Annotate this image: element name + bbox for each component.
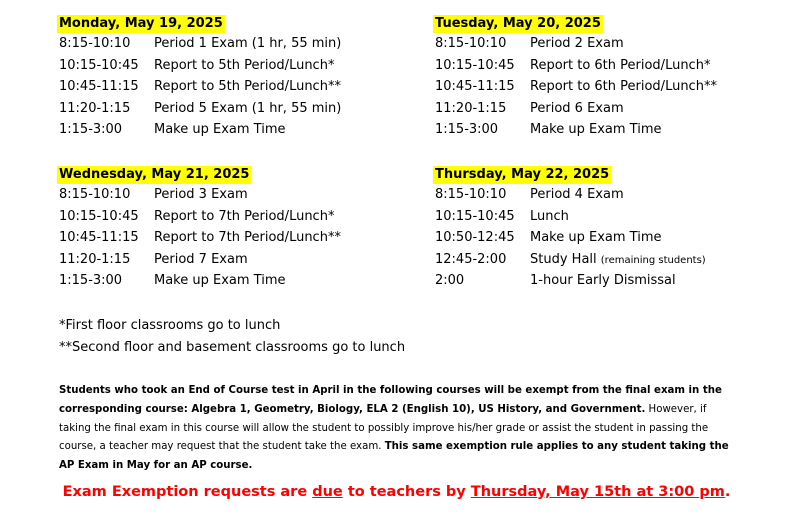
- time: 10:45-11:15: [59, 230, 139, 246]
- day-title: Tuesday, May 20, 2025: [435, 16, 601, 31]
- day-title: Thursday, May 22, 2025: [435, 167, 610, 182]
- time: 8:15-10:10: [435, 36, 507, 51]
- footer-part3: .: [724, 484, 731, 500]
- schedule-row: [435, 119, 717, 141]
- time: 10:45-11:15: [435, 79, 515, 95]
- note-first-floor: *First floor classrooms go to lunch: [59, 318, 281, 333]
- activity: Period 3 Exam: [154, 187, 248, 202]
- time: 8:15-10:10: [59, 187, 131, 202]
- activity: Report to 5th Period/Lunch*: [154, 57, 335, 73]
- schedule-row: [59, 76, 341, 98]
- day-title: Monday, May 19, 2025: [59, 16, 223, 31]
- note-second-floor: **Second floor and basement classrooms go to lunch: [59, 339, 406, 355]
- exemption-paragraph: [59, 382, 739, 476]
- schedule-row: [435, 76, 717, 98]
- schedule-row: [59, 249, 341, 271]
- schedule-row: [59, 227, 341, 249]
- footer-part1: Exam Exemption requests are: [62, 484, 313, 500]
- schedule-row: [435, 206, 706, 228]
- schedule-row: [59, 33, 341, 55]
- time: 10:15-10:45: [59, 57, 139, 73]
- day-monday: [59, 12, 341, 141]
- schedule-row: [435, 227, 706, 249]
- time: 10:50-12:45: [435, 230, 515, 246]
- time: 11:20-1:15: [59, 100, 131, 116]
- time: 10:15-10:45: [435, 208, 515, 224]
- schedule-row: [59, 119, 341, 141]
- activity: [530, 249, 706, 271]
- footer-due: due: [312, 484, 343, 500]
- time: 10:45-11:15: [59, 79, 139, 95]
- activity: Report to 5th Period/Lunch**: [154, 79, 341, 95]
- activity: Period 6 Exam: [530, 100, 624, 116]
- schedule-row: [435, 33, 717, 55]
- time: 1:15-3:00: [59, 122, 123, 138]
- day-tuesday: [435, 12, 717, 141]
- activity-note: (remaining students): [600, 254, 706, 266]
- schedule-row: [59, 98, 341, 120]
- activity: Period 2 Exam: [530, 36, 624, 51]
- schedule-row: [59, 184, 341, 206]
- schedule-row: [435, 184, 706, 206]
- footer-deadline: Thursday, May 15th at 3:00 pm: [470, 484, 725, 500]
- schedule-row: [59, 206, 341, 228]
- schedule-row: [435, 270, 706, 292]
- time: 12:45-2:00: [435, 251, 507, 267]
- time: 1:15-3:00: [435, 122, 499, 138]
- time: 10:15-10:45: [59, 208, 139, 224]
- schedule-row: [59, 55, 341, 77]
- activity: 1-hour Early Dismissal: [530, 273, 676, 289]
- time: 8:15-10:10: [59, 36, 131, 51]
- activity: Make up Exam Time: [154, 122, 286, 138]
- activity: Period 7 Exam: [154, 251, 248, 267]
- exemption-bold-ap: This same exemption rule applies to any student taking the AP Exam in May for an AP course.: [59, 441, 729, 472]
- time: 11:20-1:15: [59, 251, 131, 267]
- activity: Make up Exam Time: [530, 122, 662, 138]
- time: 1:15-3:00: [59, 273, 123, 289]
- exemption-bold-intro: Students who took an End of Course test in April in the following courses will be exempt from the final exam in the corresponding course: Algebra 1, Geometry, Biology, ELA 2 (English 10), US History, and Government.: [59, 385, 722, 415]
- lunch-notes: [59, 315, 405, 358]
- day-wednesday: [59, 163, 341, 292]
- time: 10:15-10:45: [435, 57, 515, 73]
- activity: Make up Exam Time: [154, 273, 286, 289]
- activity: Period 5 Exam (1 hr, 55 min): [154, 100, 342, 116]
- time: 2:00: [435, 273, 465, 289]
- activity-main: Study Hall: [530, 251, 597, 267]
- exemption-body: However, if taking the final exam in this course will allow the student to possibly improve his/her grade or assist the student in passing the course, a teacher may request that the student take the exam.: [59, 403, 709, 453]
- footer-part2: to teachers by: [342, 484, 471, 500]
- day-title: Wednesday, May 21, 2025: [59, 167, 250, 182]
- schedule-row: [59, 270, 341, 292]
- schedule-row: [435, 249, 706, 271]
- activity: Period 4 Exam: [530, 187, 624, 202]
- activity: Report to 7th Period/Lunch**: [154, 230, 341, 246]
- time: 11:20-1:15: [435, 100, 507, 116]
- activity: Make up Exam Time: [530, 230, 662, 246]
- time: 8:15-10:10: [435, 187, 507, 202]
- day-thursday: [435, 163, 706, 292]
- activity: Report to 7th Period/Lunch*: [154, 208, 335, 224]
- exemption-deadline-notice: [0, 484, 793, 500]
- activity: Report to 6th Period/Lunch*: [530, 57, 711, 73]
- activity: Report to 6th Period/Lunch**: [530, 79, 717, 95]
- activity: Period 1 Exam (1 hr, 55 min): [154, 36, 342, 51]
- schedule-row: [435, 55, 717, 77]
- schedule-row: [435, 98, 717, 120]
- activity: Lunch: [530, 208, 569, 224]
